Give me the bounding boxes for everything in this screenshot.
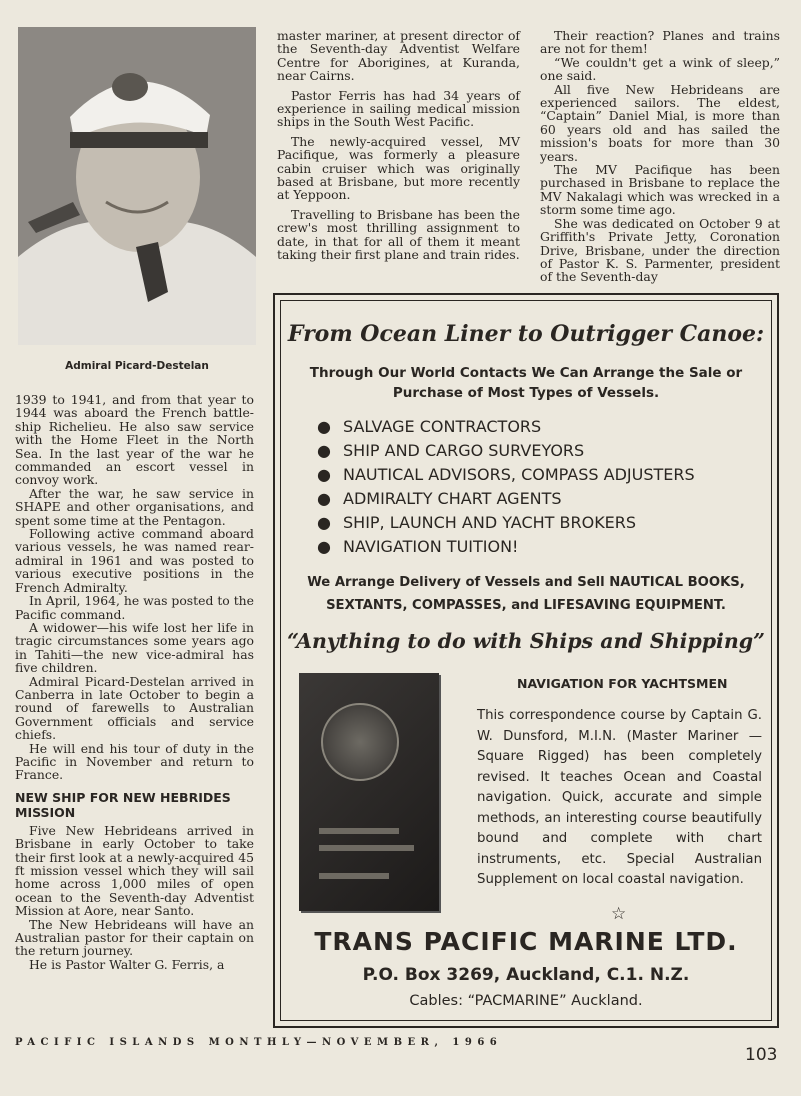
article-paragraph: Travelling to Brisbane has been the crew's most thrilling assignment to date, in that for all of them it meant taking their first plane and train rides. — [277, 206, 520, 263]
article-paragraph: The New Hebrideans will have an Australian pastor for their captain on the return journey. — [15, 916, 254, 959]
left-column — [15, 393, 254, 971]
article-paragraph: Pastor Ferris has had 34 years of experience in sailing medical mission ships in the South West Pacific. — [277, 87, 520, 130]
article-paragraph: A widower—his wife lost her life in tragic circumstances some years ago in Tahiti—the new vice-admiral has five children. — [15, 619, 254, 676]
list-item: ● ADMIRALTY CHART AGENTS — [317, 487, 695, 511]
company-address: P.O. Box 3269, Auckland, C.1. N.Z. — [362, 965, 690, 985]
right-column — [540, 29, 780, 284]
article-paragraph: The MV Pacifique has been purchased in Brisbane to replace the MV Nakalagi which was wrecked in a storm some time ago. — [540, 162, 780, 218]
article-paragraph: All five New Hebrideans are experienced sailors. The eldest, “Captain” Daniel Mial, is more than 60 years old and has sailed the mission's boats for more than 30 years. — [540, 81, 780, 164]
article-paragraph: “We couldn't get a wink of sleep,” one said. — [540, 54, 780, 84]
bullet-icon: ● — [317, 513, 331, 532]
ad-delivery-text: We Arrange Delivery of Vessels and Sell NAUTICAL BOOKS, SEXTANTS, COMPASSES, and LIFESAVING EQUIPMENT. — [307, 575, 745, 613]
bullet-icon: ● — [317, 489, 331, 508]
bullet-icon: ● — [317, 465, 331, 484]
article-paragraph: 1939 to 1941, and from that year to 1944 was aboard the French battle-ship Richelieu. He also saw service with the Home Fleet in the North Sea. In the last year of the war he commanded an escort vessel in convoy work. — [15, 392, 254, 488]
book-title-band — [319, 845, 414, 851]
ad-services-list — [317, 415, 695, 559]
article-paragraph: He is Pastor Walter G. Ferris, a — [29, 956, 225, 972]
advertisement-inner-border — [280, 300, 772, 1021]
admiral-photo — [18, 27, 256, 345]
list-item: ● NAVIGATION TUITION! — [317, 535, 695, 559]
star-icon: ☆ — [611, 904, 627, 924]
article-paragraph: In April, 1964, he was posted to the Pacific command. — [15, 593, 254, 622]
book-title-band — [319, 873, 389, 879]
page-footer: PACIFIC ISLANDS MONTHLY—NOVEMBER, 1966 — [15, 1037, 503, 1048]
list-item: ● NAUTICAL ADVISORS, COMPASS ADJUSTERS — [317, 463, 695, 487]
photo-caption: Admiral Picard-Destelan — [65, 360, 209, 372]
middle-column — [277, 29, 520, 262]
article-paragraph: Admiral Picard-Destelan arrived in Canberra in late October to begin a round of farewells to Australian Government officials and service chiefs. — [15, 673, 254, 743]
admiral-portrait-illustration — [18, 27, 256, 345]
ad-title: From Ocean Liner to Outrigger Canoe: — [287, 321, 765, 347]
page-number: 103 — [745, 1045, 778, 1065]
article-paragraph: Following active command aboard various vessels, he was named rear-admiral in 1961 and was posted to various executive positions in the French Admiralty. — [15, 526, 254, 595]
article-paragraph: master mariner, at present director of the Seventh-day Adventist Welfare Centre for Aborigines, at Kuranda, near Cairns. — [277, 28, 520, 84]
bullet-icon: ● — [317, 417, 331, 436]
ad-tagline: “Anything to do with Ships and Shipping” — [287, 629, 765, 653]
ad-subtitle: Through Our World Contacts We Can Arrange the Sale or Purchase of Most Types of Vessels. — [309, 365, 743, 401]
article-paragraph: Five New Hebrideans arrived in Brisbane in early October to take their first look at a newly-acquired 45 ft mission vessel which they will sail home across 1,000 miles of open ocean to the Seventh-day Adventist Mission at Aore, near Santo. — [15, 822, 254, 919]
nav-course-heading: NAVIGATION FOR YACHTSMEN — [517, 676, 728, 691]
book-cover-image — [299, 673, 439, 911]
article-paragraph: Their reaction? Planes and trains are not for them! — [540, 28, 780, 57]
bullet-icon: ● — [317, 537, 331, 556]
list-item: ● SHIP, LAUNCH AND YACHT BROKERS — [317, 511, 695, 535]
book-title-band — [319, 828, 399, 834]
article-paragraph: After the war, he saw service in SHAPE and other organisations, and spent some time at the Pentagon. — [15, 485, 254, 528]
company-name: TRANS PACIFIC MARINE LTD. — [314, 927, 738, 956]
article-paragraph: He will end his tour of duty in the Pacific in November and return to France. — [15, 740, 254, 783]
compass-rose-icon — [321, 703, 399, 781]
list-item: ● SALVAGE CONTRACTORS — [317, 415, 695, 439]
article-paragraph: She was dedicated on October 9 at Griffith's Private Jetty, Coronation Drive, Brisbane, under the direction of Pastor K. S. Parmenter, president of the Seventh-day — [540, 215, 780, 285]
advertisement-box — [273, 293, 779, 1028]
bullet-icon: ● — [317, 441, 331, 460]
list-item: ● SHIP AND CARGO SURVEYORS — [317, 439, 695, 463]
nav-course-description: This correspondence course by Captain G. W. Dunsford, M.I.N. (Master Mariner —Square Rigged) has been completely revised. It teaches Ocean and Coastal navigation. Quick, accurate and simple methods, an interesting course beautifully bound and complete with chart instruments, etc. Special Australian Supplement on local coastal navigation. — [477, 708, 762, 887]
article-paragraph: The newly-acquired vessel, MV Pacifique, was formerly a pleasure cabin cruiser which was originally based at Brisbane, but more recently at Yeppoon. — [277, 133, 520, 203]
company-cables: Cables: “PACMARINE” Auckland. — [409, 993, 643, 1009]
section-heading: NEW SHIP FOR NEW HEBRIDES MISSION — [15, 789, 231, 820]
